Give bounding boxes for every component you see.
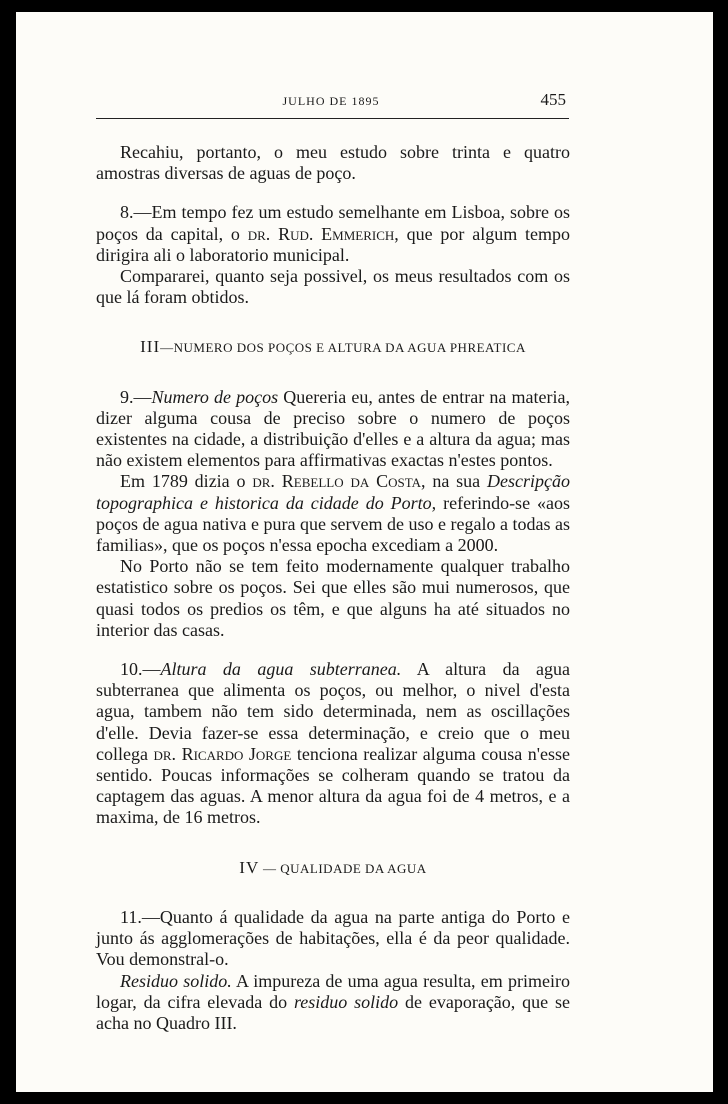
section-heading: IV — QUALIDADE DA AGUA	[239, 857, 427, 877]
paragraph: 9.—Numero de poços Quereria eu, antes de entrar na materia, dizer alguma cousa de preciso sobre o numero de poços existentes na cidade, a distribuição d'elles e a altura da agua; mas não existem elementos para affirmativas exactas n'estes pontos.	[96, 386, 570, 471]
page-header	[96, 90, 566, 114]
paragraph: 10.—Altura da agua subterranea. A altura da agua subterranea que alimenta os poços, ou melhor, o nivel d'esta agua, tambem não tem sido determinada, nem as oscillações d'elle. Devia fazer-se essa determinação, e creio que o meu collega dr. Ricardo Jorge tenciona realizar alguma cousa n'esse sentido. Poucas informações se colheram quando se tratou da captagem das aguas. A menor altura da agua foi de 4 metros, e a maxima, de 16 metros.	[96, 659, 570, 828]
paragraph: Recahiu, portanto, o meu estudo sobre trinta e quatro amostras diversas de aguas de poço.	[96, 142, 570, 184]
document-page	[16, 12, 713, 1092]
paragraph: 8.—Em tempo fez um estudo semelhante em Lisboa, sobre os poços da capital, o dr. Rud. Emmerich, que por algum tempo dirigira ali o laboratorio municipal.	[96, 202, 571, 265]
header-rule	[96, 118, 569, 119]
paragraph: 11.—Quanto á qualidade da agua na parte antiga do Porto e junto ás agglomerações de habitações, ella é da peor qualidade. Vou demonstral-o.	[96, 906, 570, 970]
section-heading: III—NUMERO DOS POÇOS E ALTURA DA AGUA PHREATICA	[140, 337, 526, 357]
running-title: JULHO DE 1895	[282, 94, 380, 108]
paragraph: Em 1789 dizia o dr. Rebello da Costa, na sua Descripção topographica e historica da cidade do Porto, referindo-se «aos poços de agua nativa e pura que servem de uso e regalo a todas as familias», que os poços n'essa epocha excediam a 2000.	[96, 471, 571, 556]
page-body	[96, 142, 570, 1034]
paragraph: Residuo solido. A impureza de uma agua resulta, em primeiro logar, da cifra elevada do residuo solido de evaporação, que se acha no Quadro III.	[96, 970, 570, 1033]
paragraph: Compararei, quanto seja possivel, os meus resultados com os que lá foram obtidos.	[96, 266, 570, 308]
page-number: 455	[540, 90, 566, 109]
paragraph: No Porto não se tem feito modernamente qualquer trabalho estatistico sobre os poços. Sei que elles são mui numerosos, que quasi todos os predios os têm, e que alguns ha até situados no interior das casas.	[96, 556, 570, 640]
